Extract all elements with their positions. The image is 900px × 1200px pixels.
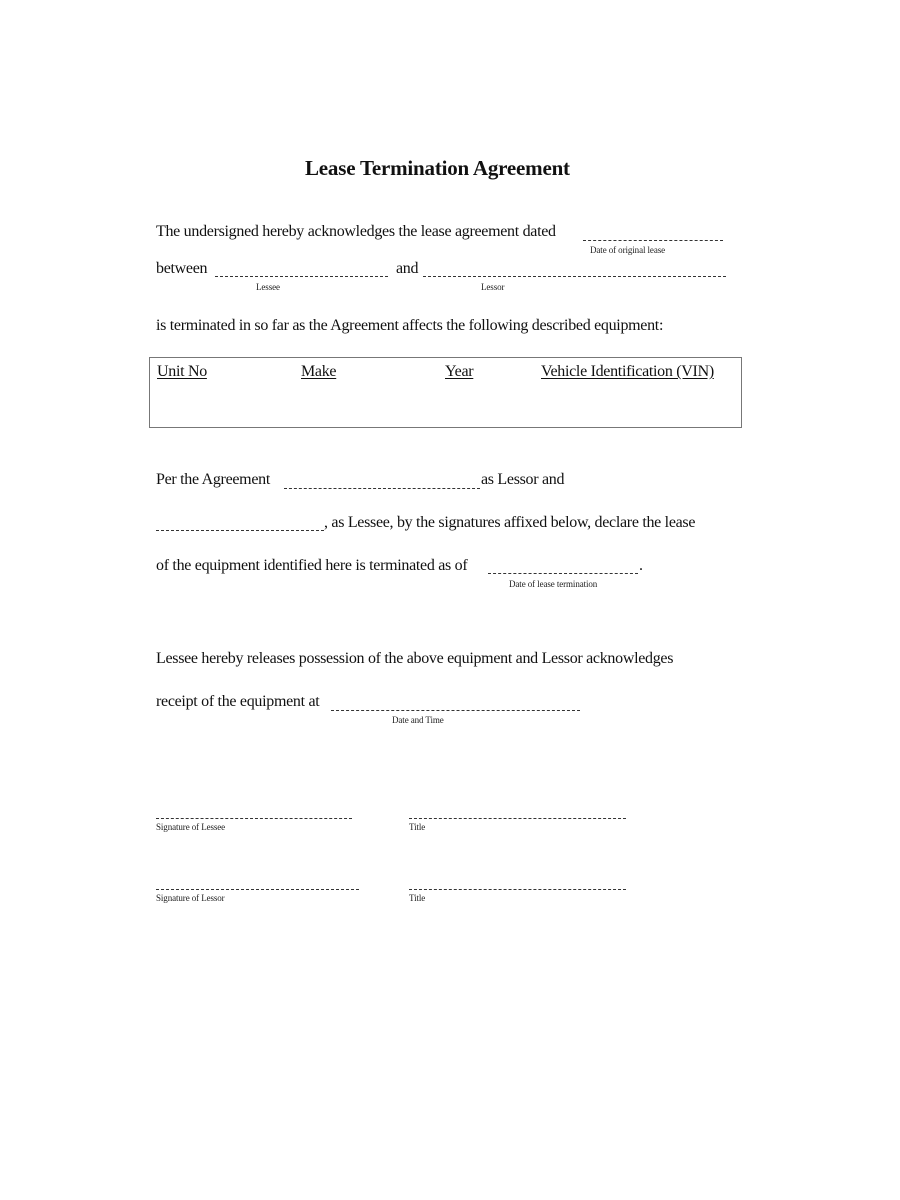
receipt-datetime-field[interactable] <box>331 710 580 711</box>
column-header-make: Make <box>301 363 337 380</box>
document-title: Lease Termination Agreement <box>305 156 570 180</box>
caption-date-and-time: Date and Time <box>392 715 444 725</box>
column-header-vin: Vehicle Identification (VIN) <box>541 363 714 380</box>
original-lease-date-field[interactable] <box>583 240 723 241</box>
lessor-signature-line[interactable] <box>156 889 359 890</box>
para3-line1: Lessee hereby releases possession of the above equipment and Lessor acknowledges <box>156 650 674 667</box>
lessor-name-field[interactable] <box>423 276 726 277</box>
para2-line1-end: as Lessor and <box>481 471 565 488</box>
and-label: and <box>396 260 419 277</box>
para1-line3: is terminated in so far as the Agreement affects the following described equipment: <box>156 317 664 334</box>
lessee-agreement-field[interactable] <box>156 530 324 531</box>
termination-date-field[interactable] <box>488 573 638 574</box>
caption-original-lease-date: Date of original lease <box>590 245 666 255</box>
caption-title-lessor: Title <box>409 893 426 903</box>
caption-signature-lessor: Signature of Lessor <box>156 893 225 903</box>
between-label: between <box>156 260 208 277</box>
caption-lessor: Lessor <box>481 282 505 292</box>
para2-line3-end: . <box>639 557 643 574</box>
para2-line1-start: Per the Agreement <box>156 471 270 488</box>
para2-line2-end: , as Lessee, by the signatures affixed below, declare the lease <box>324 514 696 531</box>
lessor-agreement-field[interactable] <box>284 488 480 489</box>
column-header-unit-no: Unit No <box>157 363 207 380</box>
para3-line2: receipt of the equipment at <box>156 693 320 710</box>
para1-line1: The undersigned hereby acknowledges the lease agreement dated <box>156 223 556 240</box>
para2-line3-start: of the equipment identified here is terminated as of <box>156 557 468 574</box>
caption-title-lessee: Title <box>409 822 426 832</box>
lessee-title-line[interactable] <box>409 818 626 819</box>
column-header-year: Year <box>445 363 474 380</box>
caption-lessee: Lessee <box>256 282 280 292</box>
lessor-title-line[interactable] <box>409 889 626 890</box>
lessee-name-field[interactable] <box>215 276 388 277</box>
caption-signature-lessee: Signature of Lessee <box>156 822 226 832</box>
lessee-signature-line[interactable] <box>156 818 352 819</box>
caption-termination-date: Date of lease termination <box>509 579 598 589</box>
